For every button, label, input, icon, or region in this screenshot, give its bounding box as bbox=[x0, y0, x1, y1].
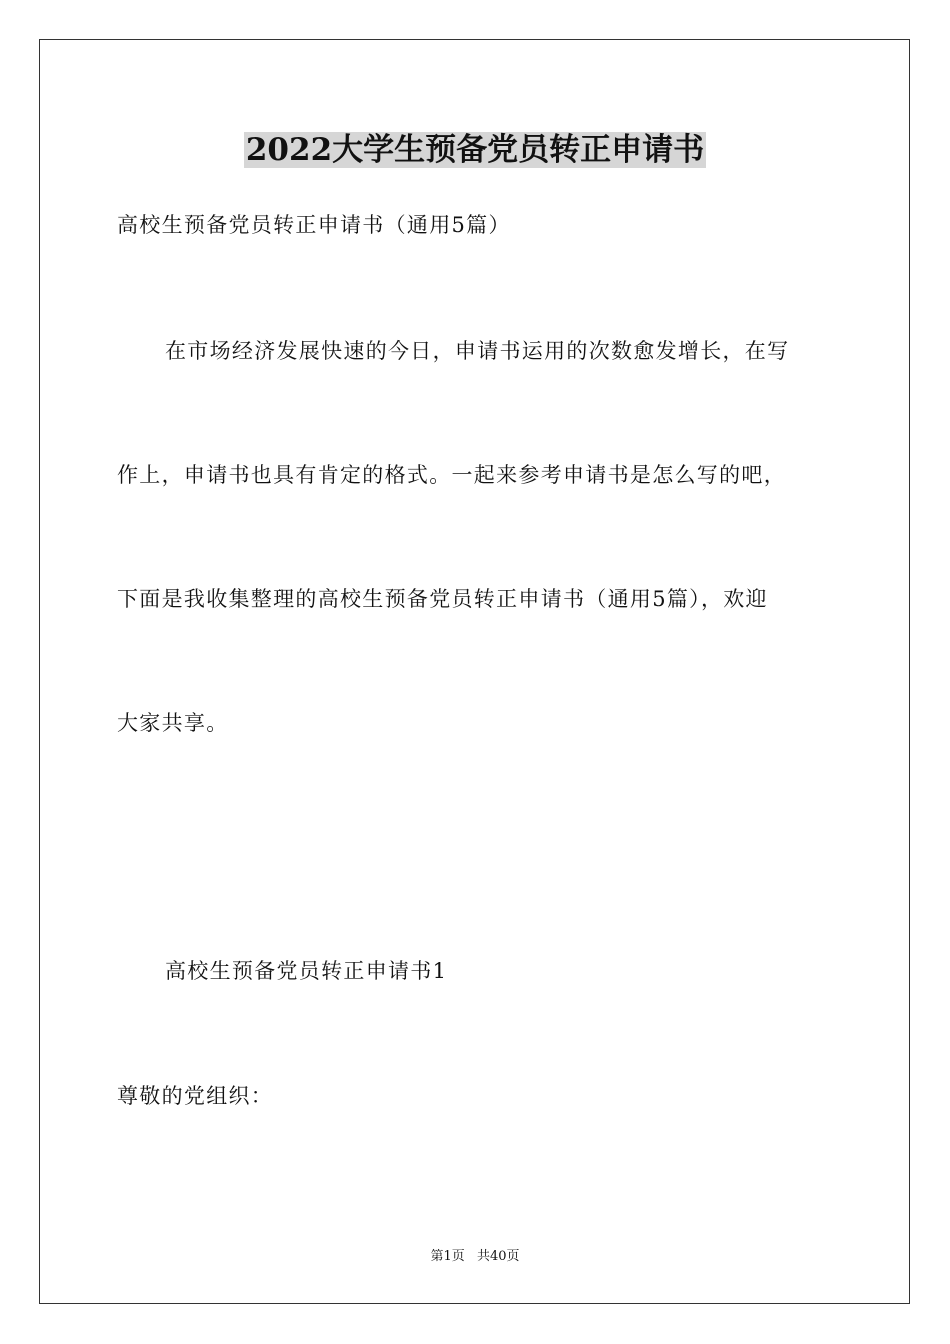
intro-line-1: 在市场经济发展快速的今日，申请书运用的次数愈发增长，在写 bbox=[165, 339, 790, 363]
section-heading: 高校生预备党员转正申请书1 bbox=[165, 959, 448, 983]
document-title-text: 2022大学生预备党员转正申请书 bbox=[245, 132, 705, 168]
intro-line-3: 下面是我收集整理的高校生预备党员转正申请书（通用5篇），欢迎 bbox=[117, 587, 768, 611]
document-title bbox=[0, 128, 950, 172]
intro-line-4: 大家共享。 bbox=[117, 711, 229, 735]
page-total: 共40页 bbox=[476, 1249, 520, 1264]
document-subtitle: 高校生预备党员转正申请书（通用5篇） bbox=[117, 213, 511, 237]
page-number: 第1页 bbox=[430, 1249, 465, 1264]
salutation: 尊敬的党组织： bbox=[117, 1084, 274, 1108]
intro-line-2: 作上，申请书也具有肯定的格式。一起来参考申请书是怎么写的吧， bbox=[117, 463, 786, 487]
page-footer bbox=[0, 1248, 950, 1266]
